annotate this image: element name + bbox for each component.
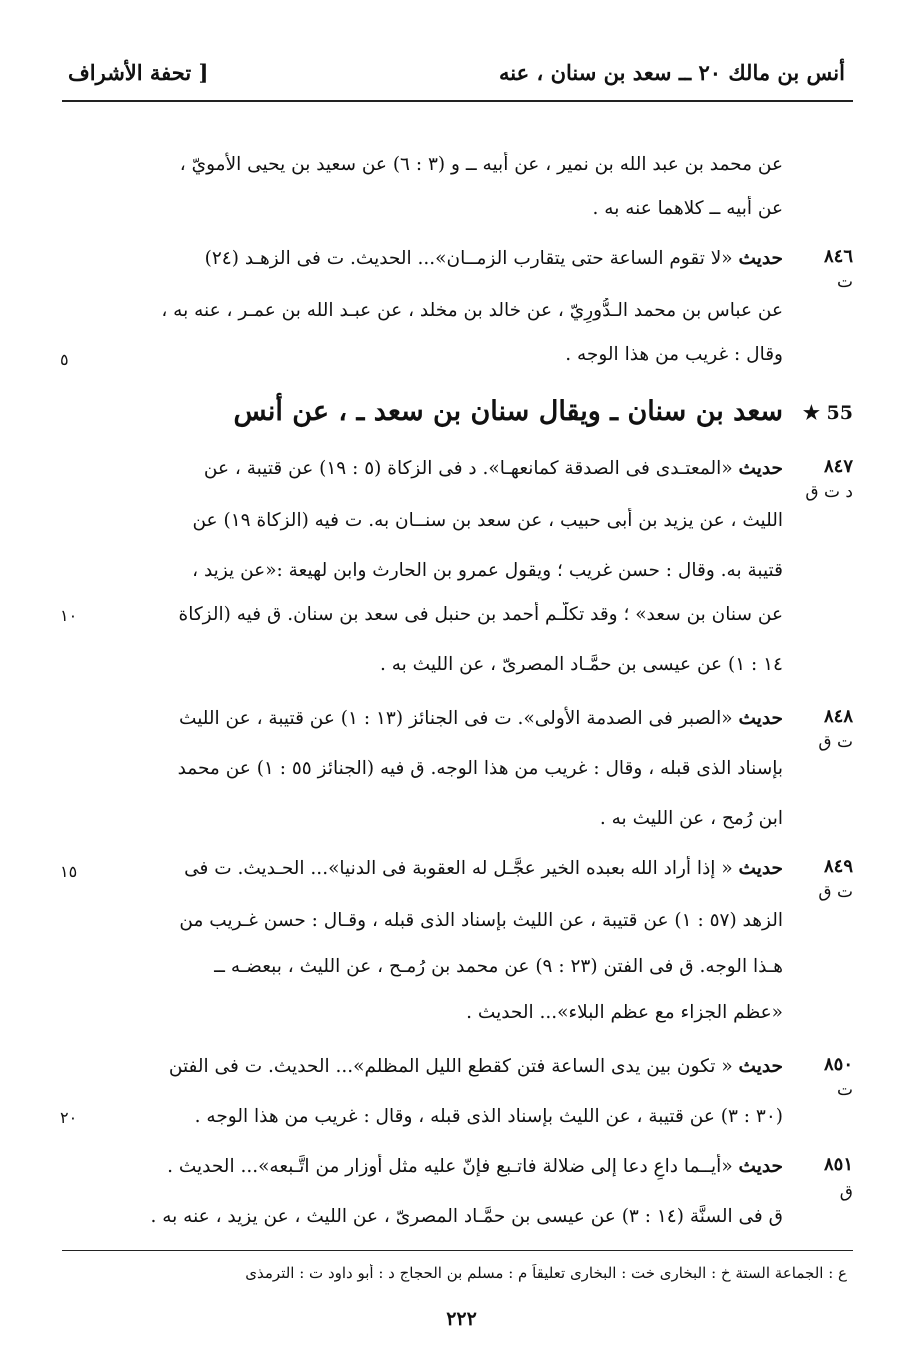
running-head-book: [ تحفة الأشراف <box>68 60 209 85</box>
hadith-keyword: حديث <box>738 1156 783 1177</box>
line-number: ٢٠ <box>60 1108 78 1127</box>
hadith-text: «المعتـدى فى الصدقة كمانعهـا». د فى الزكاة (٥ : ١٩) عن قتيبة ، عن <box>203 458 733 479</box>
source-sigla: ت ق <box>818 732 853 752</box>
text-line: ق فى السنَّة (١٤ : ٣) عن عيسى بن حمَّـاد المصرىّ ، عن الليث ، عن يزيد ، عنه به . <box>150 1206 783 1227</box>
hadith-keyword: حديث <box>738 1056 783 1077</box>
text-line: الليث ، عن يزيد بن أبى حبيب ، عن سعد بن سنــان به. ت فيه (الزكاة ١٩) عن <box>192 510 783 531</box>
text-line: ابن رُمح ، عن الليث به . <box>599 808 783 829</box>
sigla-key: ع : الجماعة الستة خ : البخارى خت : البخارى تعليقاً م : مسلم بن الحجاج د : أبو داود ت : الترمذى <box>245 1264 847 1282</box>
text-line: عن أبيه ــ كلاهما عنه به . <box>592 198 783 219</box>
hadith-number: ٨٤٩ <box>823 856 853 877</box>
text-line: قتيبة به. وقال : حسن غريب ؛ ويقول عمرو بن الحارث وابن لهيعة :«عن يزيد ، <box>192 560 783 581</box>
hadith-keyword: حديث <box>738 858 783 879</box>
hadith-text: «الصبر فى الصدمة الأولى». ت فى الجنائز (١٣ : ١) عن قتيبة ، عن الليث <box>179 708 733 729</box>
page-number: ٢٢٢ <box>446 1308 477 1330</box>
hadith-number: ٨٤٨ <box>823 706 853 727</box>
text-line <box>94 1154 783 1180</box>
text-line: عن عباس بن محمد الـدُّورِيّ ، عن خالد بن مخلد ، عن عبـد الله بن عمـر ، عنه به ، <box>161 300 783 321</box>
running-head-title: أنس بن مالك ٢٠ ــ سعد بن سنان ، عنه <box>499 60 845 85</box>
text-line: عن سنان بن سعد» ؛ وقد تكلَّـم أحمد بن حنبل فى سعد بن سنان. ق فيه (الزكاة <box>178 604 783 625</box>
header-rule <box>62 100 853 102</box>
text-line: وقال : غريب من هذا الوجه . <box>565 344 783 365</box>
text-line: بإسناد الذى قبله ، وقال : غريب من هذا الوجه. ق فيه (الجنائز ٥٥ : ١) عن محمد <box>177 758 783 779</box>
hadith-keyword: حديث <box>738 458 783 479</box>
footer-rule <box>62 1250 853 1251</box>
source-sigla: ق <box>839 1182 853 1202</box>
text-line: هـذا الوجه. ق فى الفتن (٢٣ : ٩) عن محمد بن رُمـح ، عن الليث ، ببعضـه ــ <box>214 956 783 977</box>
hadith-keyword: حديث <box>738 708 783 729</box>
line-number: ١٠ <box>60 606 78 625</box>
text-line <box>94 706 783 732</box>
text-line: عن محمد بن عبد الله بن نمير ، عن أبيه ــ و (٣ : ٦) عن سعيد بن يحيى الأمويّ ، <box>179 154 783 175</box>
hadith-number: ٨٥١ <box>823 1154 853 1175</box>
line-number: ١٥ <box>60 862 78 881</box>
source-sigla: ت <box>836 1080 853 1100</box>
source-sigla: د ت ق <box>805 482 853 502</box>
hadith-text: « إذا أراد الله بعبده الخير عجَّـل له العقوبة فى الدنيا»... الحـديث. ت فى <box>184 858 733 879</box>
text-line: ١٤ : ١) عن عيسى بن حمَّـاد المصرىّ ، عن الليث به . <box>379 654 783 675</box>
text-line: «عظم الجزاء مع عظم البلاء»... الحديث . <box>466 1002 783 1023</box>
source-sigla: ت <box>836 272 853 292</box>
section-number: ★ 55 <box>802 402 853 424</box>
section-title: سعد بن سنان ـ ويقال سنان بن سعد ـ ، عن أنس <box>233 396 783 427</box>
line-number: ٥ <box>60 350 69 369</box>
text-line <box>94 246 783 272</box>
hadith-keyword: حديث <box>738 248 783 269</box>
text-line: (٣٠ : ٣) عن قتيبة ، عن الليث بإسناد الذى قبله ، وقال : غريب من هذا الوجه . <box>194 1106 783 1127</box>
hadith-number: ٨٥٠ <box>823 1054 853 1075</box>
hadith-text: «لا تقوم الساعة حتى يتقارب الزمــان»... الحديث. ت فى الزهـد (٢٤) <box>204 248 733 269</box>
text-line <box>94 856 783 882</box>
text-line <box>94 456 783 482</box>
hadith-number: ٨٤٦ <box>823 246 853 267</box>
source-sigla: ت ق <box>818 882 853 902</box>
text-line: الزهد (٥٧ : ١) عن قتيبة ، عن الليث بإسناد الذى قبله ، وقـال : حسن غـريب من <box>179 910 783 931</box>
text-line <box>94 1054 783 1080</box>
hadith-text: « تكون بين يدى الساعة فتن كقطع الليل المظلم»... الحديث. ت فى الفتن <box>168 1056 733 1077</box>
hadith-text: «أيــما داعٍ دعا إلى ضلالة فاتـبع فإنّ عليه مثل أوزار من اتَّـبعه»... الحديث . <box>167 1156 733 1177</box>
hadith-number: ٨٤٧ <box>823 456 853 477</box>
